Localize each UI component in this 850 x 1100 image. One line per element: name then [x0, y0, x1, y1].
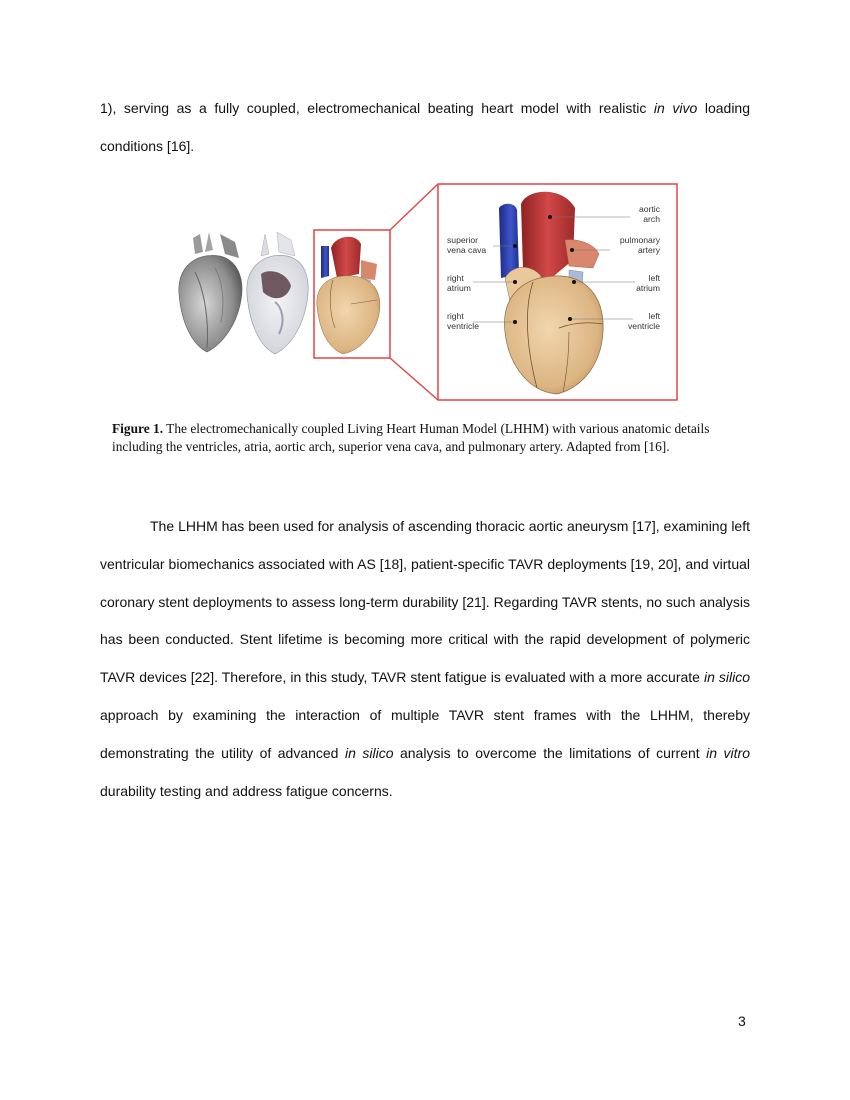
label-right-ventricle-1: right — [447, 311, 464, 321]
body-line-5: TAVR devices [22]. Therefore, in this study, TAVR stent fatigue is evaluated with a more accurate in silico — [100, 669, 750, 686]
body-paragraph — [100, 508, 750, 810]
figure-caption-label: Figure 1. — [112, 421, 164, 436]
label-left-ventricle-1: left — [648, 311, 660, 321]
intro-line-1 — [100, 90, 750, 128]
intro-italic: in vivo — [653, 100, 698, 116]
body-line-7: demonstrating the utility of advanced in silico analysis to overcome the limitations of current in vitro — [100, 744, 750, 761]
zoom-connector-bottom — [390, 358, 438, 400]
figure-caption — [112, 420, 752, 455]
gray-heart-model — [179, 232, 242, 352]
label-pulmonary-artery-2: artery — [638, 245, 660, 255]
label-aortic-arch-2: arch — [643, 214, 660, 224]
small-tan-heart — [317, 237, 380, 354]
page-number: 3 — [738, 1013, 746, 1029]
body-line-8: durability testing and address fatigue concerns. — [100, 782, 393, 799]
body-line-3: coronary stent deployments to assess long-term durability [21]. Regarding TAVR stents, no such analysis — [100, 593, 750, 610]
zoom-connector-top — [390, 184, 438, 230]
label-right-atrium-2: atrium — [447, 283, 471, 293]
body-line-2: ventricular biomechanics associated with AS [18], patient-specific TAVR deployments [19, 20], and virtual — [100, 555, 750, 572]
label-superior-vena-cava-2: vena cava — [447, 245, 487, 255]
intro-line-2: conditions [16]. — [100, 137, 195, 154]
heart-figure — [165, 182, 685, 404]
label-pulmonary-artery-1: pulmonary — [619, 235, 660, 245]
label-right-atrium-1: right — [447, 273, 464, 283]
body-line-6: approach by examining the interaction of multiple TAVR stent frames with the LHHM, thereby — [100, 706, 750, 723]
body-line-4: has been conducted. Stent lifetime is becoming more critical with the rapid development of polymeric — [100, 631, 750, 648]
label-left-atrium-2: atrium — [636, 283, 660, 293]
label-aortic-arch-1: aortic — [638, 204, 660, 214]
figure-1 — [165, 182, 685, 404]
figure-caption-text: The electromechanically coupled Living Heart Human Model (LHHM) with various anatomic details including the ventricles, atria, aortic arch, superior vena cava, and pulmonary artery. Adapted from [16]. — [112, 421, 710, 454]
body-line-1: The LHHM has been used for analysis of ascending thoracic aortic aneurysm [17], examining left — [150, 518, 750, 534]
intro-paragraph — [100, 90, 750, 166]
translucent-heart-model — [247, 232, 308, 354]
label-left-atrium-1: left — [648, 273, 660, 283]
label-left-ventricle-2: ventricle — [628, 321, 660, 331]
intro-text: 1), serving as a fully coupled, electromechanical beating heart model with realistic — [100, 100, 654, 116]
label-superior-vena-cava-1: superior — [447, 235, 479, 245]
label-right-ventricle-2: ventricle — [447, 321, 479, 331]
intro-text-end: loading — [697, 100, 751, 116]
